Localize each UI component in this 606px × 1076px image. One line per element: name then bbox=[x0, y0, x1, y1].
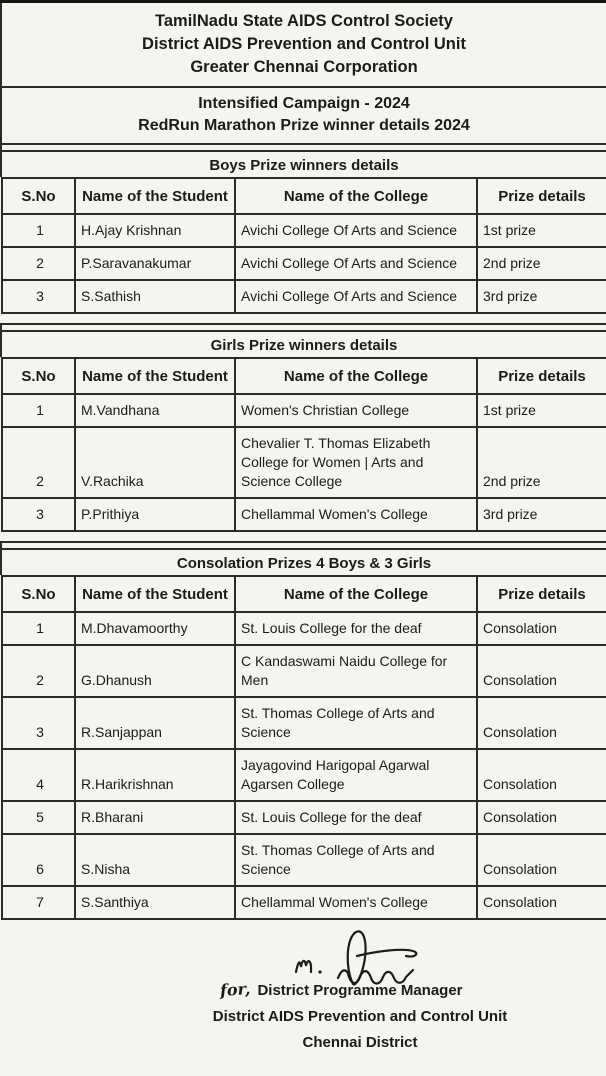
signatory-title: District Programme Manager bbox=[257, 982, 463, 999]
org-header-box bbox=[0, 3, 606, 88]
handwritten-for: for, bbox=[219, 978, 252, 1001]
divider-strip bbox=[0, 323, 606, 332]
table-row bbox=[2, 801, 606, 834]
cell-prize: 2nd prize bbox=[477, 427, 606, 498]
cell-prize: Consolation bbox=[477, 749, 606, 801]
signatory-district: Chennai District bbox=[302, 1034, 418, 1051]
cell-student: R.Bharani bbox=[75, 801, 235, 834]
cell-sno: 1 bbox=[2, 214, 75, 247]
event-title: RedRun Marathon Prize winner details 2024 bbox=[138, 117, 470, 134]
org-city: Greater Chennai Corporation bbox=[190, 58, 418, 76]
cell-college: Chellammal Women's College bbox=[235, 498, 477, 531]
cell-college: Avichi College Of Arts and Science bbox=[235, 247, 477, 280]
signatory-org: District AIDS Prevention and Control Unit bbox=[212, 1008, 508, 1025]
column-header-college: Name of the College bbox=[235, 576, 477, 612]
cell-prize: Consolation bbox=[477, 801, 606, 834]
table-row bbox=[2, 214, 606, 247]
cell-prize: Consolation bbox=[477, 886, 606, 919]
cell-college: St. Thomas College of Arts and Science bbox=[235, 697, 477, 749]
signature-block bbox=[0, 926, 606, 1076]
cell-sno: 3 bbox=[2, 498, 75, 531]
cell-sno: 6 bbox=[2, 834, 75, 886]
campaign-title: Intensified Campaign - 2024 bbox=[198, 95, 410, 112]
cell-sno: 7 bbox=[2, 886, 75, 919]
campaign-header-box bbox=[0, 88, 606, 145]
header-row bbox=[2, 358, 606, 394]
org-name: TamilNadu State AIDS Control Society bbox=[155, 12, 453, 30]
cell-college: Jayagovind Harigopal Agarwal Agarsen College bbox=[235, 749, 477, 801]
column-header-student: Name of the Student bbox=[75, 576, 235, 612]
cell-student: S.Santhiya bbox=[75, 886, 235, 919]
column-header-prize: Prize details bbox=[477, 576, 606, 612]
cell-college: St. Thomas College of Arts and Science bbox=[235, 834, 477, 886]
cell-prize: 1st prize bbox=[477, 394, 606, 427]
table-row bbox=[2, 834, 606, 886]
cell-student: V.Rachika bbox=[75, 427, 235, 498]
column-header-prize: Prize details bbox=[477, 178, 606, 214]
section-title-consolation: Consolation Prizes 4 Boys & 3 Girls bbox=[0, 550, 606, 575]
org-unit: District AIDS Prevention and Control Unit bbox=[142, 35, 466, 53]
signatory-titles bbox=[175, 978, 545, 1056]
table-row bbox=[2, 280, 606, 313]
table-row bbox=[2, 886, 606, 919]
cell-student: M.Dhavamoorthy bbox=[75, 612, 235, 645]
table-row bbox=[2, 645, 606, 697]
cell-sno: 3 bbox=[2, 697, 75, 749]
table-row bbox=[2, 427, 606, 498]
column-header-prize: Prize details bbox=[477, 358, 606, 394]
girls-prize-table bbox=[1, 357, 606, 532]
cell-student: G.Dhanush bbox=[75, 645, 235, 697]
cell-sno: 2 bbox=[2, 247, 75, 280]
column-header-student: Name of the Student bbox=[75, 178, 235, 214]
cell-prize: Consolation bbox=[477, 697, 606, 749]
table-row bbox=[2, 498, 606, 531]
cell-student: H.Ajay Krishnan bbox=[75, 214, 235, 247]
divider-strip bbox=[0, 145, 606, 152]
cell-student: S.Nisha bbox=[75, 834, 235, 886]
cell-student: R.Harikrishnan bbox=[75, 749, 235, 801]
cell-prize: 2nd prize bbox=[477, 247, 606, 280]
header-row bbox=[2, 576, 606, 612]
cell-college: Chellammal Women's College bbox=[235, 886, 477, 919]
table-row bbox=[2, 749, 606, 801]
cell-sno: 4 bbox=[2, 749, 75, 801]
cell-prize: 3rd prize bbox=[477, 498, 606, 531]
consolation-prize-table bbox=[1, 575, 606, 920]
cell-college: St. Louis College for the deaf bbox=[235, 801, 477, 834]
cell-prize: 3rd prize bbox=[477, 280, 606, 313]
cell-college: C Kandaswami Naidu College for Men bbox=[235, 645, 477, 697]
cell-prize: Consolation bbox=[477, 612, 606, 645]
cell-college: Avichi College Of Arts and Science bbox=[235, 280, 477, 313]
cell-sno: 1 bbox=[2, 394, 75, 427]
cell-student: M.Vandhana bbox=[75, 394, 235, 427]
cell-sno: 3 bbox=[2, 280, 75, 313]
cell-college: St. Louis College for the deaf bbox=[235, 612, 477, 645]
boys-prize-table bbox=[1, 177, 606, 314]
column-header-college: Name of the College bbox=[235, 178, 477, 214]
cell-student: S.Sathish bbox=[75, 280, 235, 313]
table-row bbox=[2, 247, 606, 280]
section-title-girls: Girls Prize winners details bbox=[0, 332, 606, 357]
cell-sno: 5 bbox=[2, 801, 75, 834]
cell-college: Women's Christian College bbox=[235, 394, 477, 427]
column-header-student: Name of the Student bbox=[75, 358, 235, 394]
cell-prize: Consolation bbox=[477, 834, 606, 886]
section-title-boys: Boys Prize winners details bbox=[0, 152, 606, 177]
table-row bbox=[2, 612, 606, 645]
cell-student: P.Prithiya bbox=[75, 498, 235, 531]
table-row bbox=[2, 394, 606, 427]
column-header-sno: S.No bbox=[2, 178, 75, 214]
header-row bbox=[2, 178, 606, 214]
cell-student: R.Sanjappan bbox=[75, 697, 235, 749]
cell-prize: 1st prize bbox=[477, 214, 606, 247]
divider-strip bbox=[0, 541, 606, 550]
column-header-college: Name of the College bbox=[235, 358, 477, 394]
column-header-sno: S.No bbox=[2, 358, 75, 394]
column-header-sno: S.No bbox=[2, 576, 75, 612]
cell-college: Chevalier T. Thomas Elizabeth College for Women | Arts and Science College bbox=[235, 427, 477, 498]
cell-sno: 2 bbox=[2, 427, 75, 498]
cell-college: Avichi College Of Arts and Science bbox=[235, 214, 477, 247]
cell-prize: Consolation bbox=[477, 645, 606, 697]
table-row bbox=[2, 697, 606, 749]
cell-student: P.Saravanakumar bbox=[75, 247, 235, 280]
cell-sno: 2 bbox=[2, 645, 75, 697]
cell-sno: 1 bbox=[2, 612, 75, 645]
